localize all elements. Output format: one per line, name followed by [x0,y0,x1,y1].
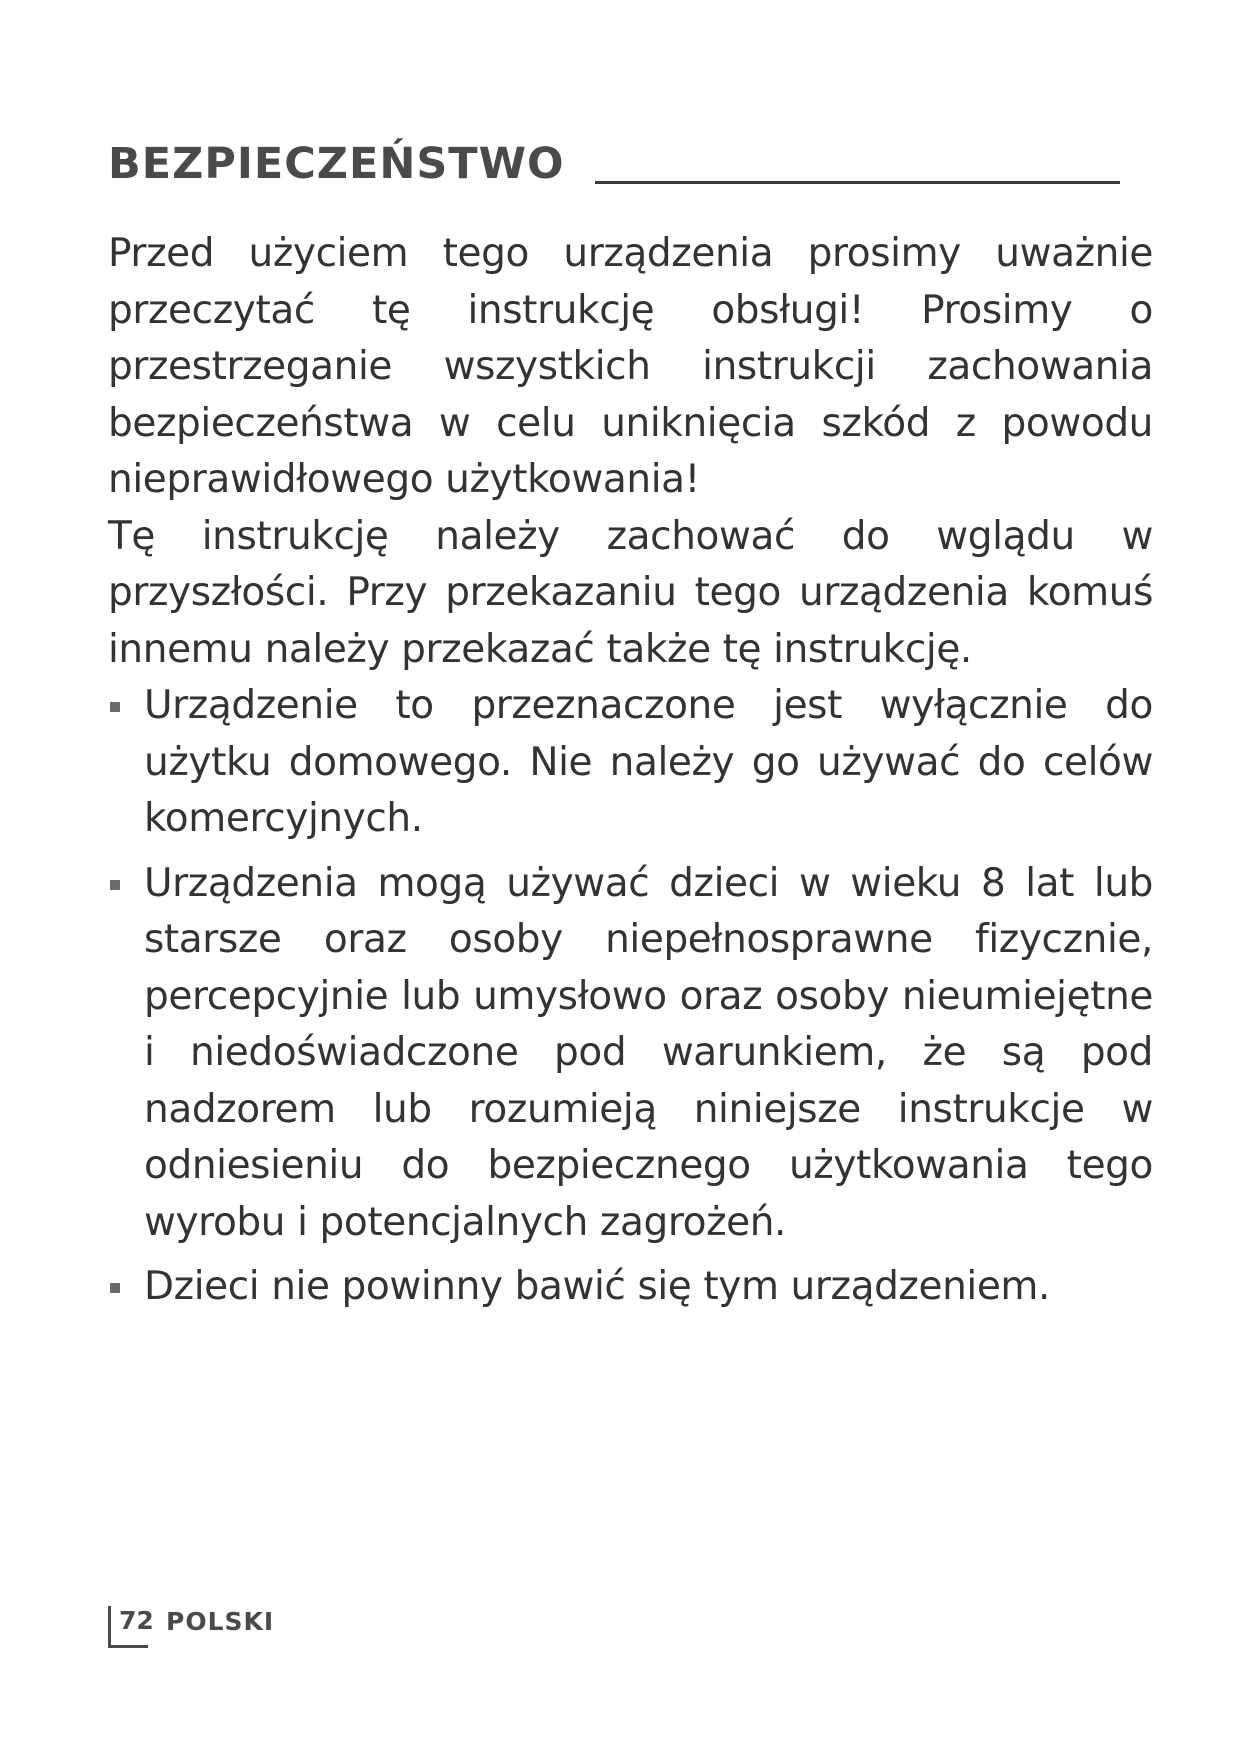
footer-language: POLSKI [166,1607,275,1636]
square-bullet-icon [110,702,120,712]
square-bullet-icon [110,1283,120,1293]
list-item [108,1259,1153,1316]
safety-bullet-list [108,678,1153,1316]
heading-rule [595,181,1120,184]
intro-paragraph-1: Przed użyciem tego urządzenia prosimy uważnie przeczytać tę instrukcję obsługi! Prosimy o przestrzeganie wszystkich instrukcji zachowania bezpieczeństwa w celu uniknięcia szkód z powodu nieprawidłowego użytkowania! [108,231,1153,502]
page-corner-mark [108,1606,154,1648]
list-item [108,678,1153,848]
page-number: 72 [119,1606,154,1635]
bullet-text: Urządzenie to przeznaczone jest wyłącznie do użytku domowego. Nie należy go używać do celów komercyjnych. [144,683,1153,841]
section-header [108,126,1120,190]
bullet-text: Urządzenia mogą używać dzieci w wieku 8 lat lub starsze oraz osoby niepełnosprawne fizycznie, percepcyjnie lub umysłowo oraz osoby nieumiejętne i niedoświadczone pod warunkiem, że są pod nadzorem lub rozumieją niniejsze instrukcje w odniesieniu do bezpiecznego użytkowania tego wyrobu i potencjalnych zagrożeń. [144,860,1153,1245]
page-footer [108,1606,274,1648]
section-heading: BEZPIECZEŃSTWO [108,139,565,189]
bullet-text: Dzieci nie powinny bawić się tym urządzeniem. [144,1264,1051,1309]
list-item [108,856,1153,1252]
square-bullet-icon [110,880,120,890]
safety-text [108,226,1153,1324]
intro-paragraph-2: Tę instrukcję należy zachować do wglądu w przyszłości. Przy przekazaniu tego urządzenia komuś innemu należy przekazać także tę instrukcję. [108,513,1153,672]
